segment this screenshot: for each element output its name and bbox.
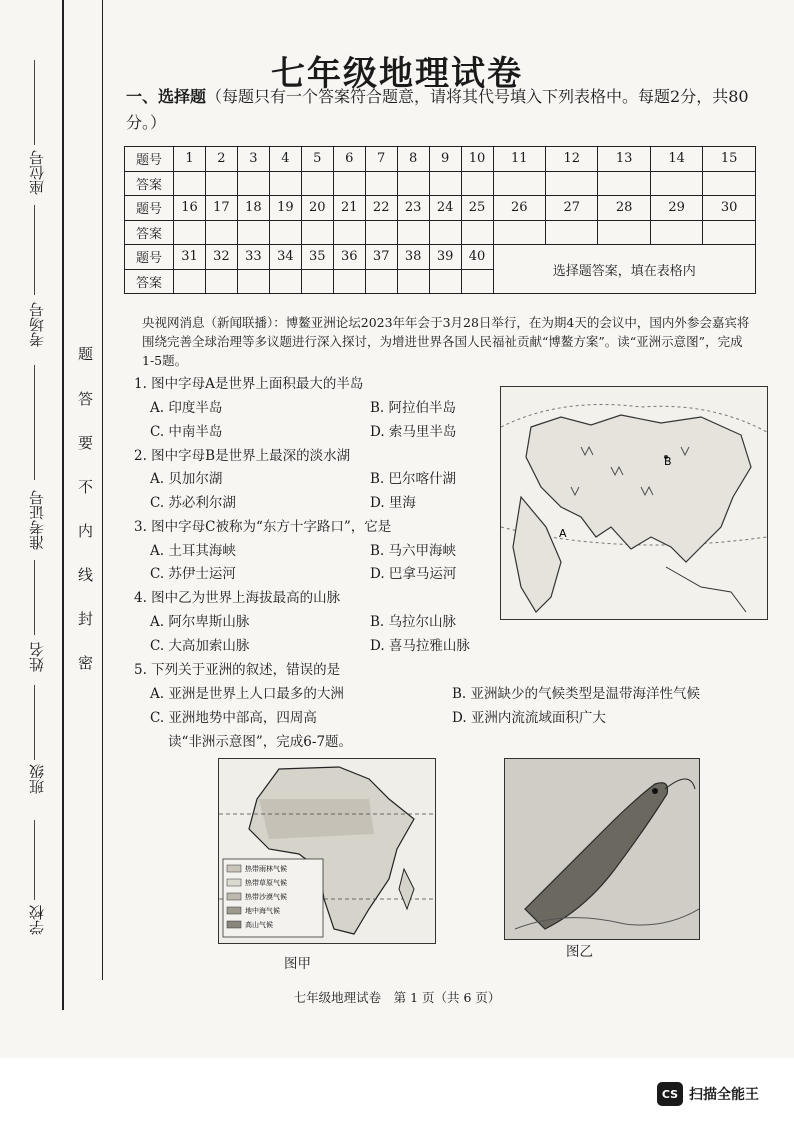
- answer-cell[interactable]: [205, 220, 237, 245]
- question-1-option-b[interactable]: B. 阿拉伯半岛: [370, 400, 457, 416]
- answer-cell[interactable]: [598, 220, 650, 245]
- answer-cell[interactable]: [365, 171, 397, 196]
- exam-title: 七年级地理试卷: [271, 54, 523, 94]
- answer-cell[interactable]: [545, 220, 597, 245]
- question-number: 8: [397, 147, 429, 172]
- seal-char-7: 封: [78, 610, 94, 628]
- question-number: 13: [598, 147, 650, 172]
- answer-cell[interactable]: [650, 171, 702, 196]
- answer-cell[interactable]: [545, 171, 597, 196]
- question-number: 27: [545, 196, 597, 221]
- question-number: 25: [461, 196, 493, 221]
- legend-item: 地中海气候: [245, 907, 280, 915]
- question-number: 4: [269, 147, 301, 172]
- question-number: 15: [703, 147, 756, 172]
- answer-cell[interactable]: [650, 220, 702, 245]
- question-2-option-a[interactable]: A. 贝加尔湖: [150, 471, 223, 487]
- question-4-option-c[interactable]: C. 大高加索山脉: [150, 638, 250, 654]
- question-3-option-b[interactable]: B. 马六甲海峡: [370, 543, 457, 559]
- answer-cell[interactable]: [301, 171, 333, 196]
- answer-cell[interactable]: [461, 171, 493, 196]
- legend-item: 高山气候: [245, 921, 273, 929]
- question-5-option-c[interactable]: C. 亚洲地势中部高，四周高: [150, 710, 317, 726]
- answer-cell[interactable]: [429, 269, 461, 294]
- question-5-option-a[interactable]: A. 亚洲是世界上人口最多的大洲: [150, 686, 344, 702]
- answer-cell[interactable]: [205, 269, 237, 294]
- row-label: 答案: [125, 269, 174, 294]
- question-number: 17: [205, 196, 237, 221]
- answer-table: [124, 146, 756, 294]
- africa-map-drawing: [219, 759, 435, 943]
- question-4-option-b[interactable]: B. 乌拉尔山脉: [370, 614, 457, 630]
- question-number: 34: [269, 245, 301, 270]
- question-number: 26: [493, 196, 545, 221]
- row-label: 题号: [125, 196, 174, 221]
- binding-line-inner: [102, 0, 103, 980]
- answer-cell[interactable]: [301, 220, 333, 245]
- question-number: 32: [205, 245, 237, 270]
- question-number: 7: [365, 147, 397, 172]
- answer-cell[interactable]: [365, 269, 397, 294]
- question-number: 21: [333, 196, 365, 221]
- seal-char-6: 线: [78, 566, 94, 584]
- row-label: 答案: [125, 220, 174, 245]
- question-number: 38: [397, 245, 429, 270]
- answer-cell[interactable]: [397, 269, 429, 294]
- legend-item: 热带雨林气候: [245, 865, 287, 873]
- answer-cell[interactable]: [174, 269, 206, 294]
- legend-item: 热带草原气候: [245, 879, 287, 887]
- answer-cell[interactable]: [429, 171, 461, 196]
- question-1-option-a[interactable]: A. 印度半岛: [150, 400, 223, 416]
- row-label: 题号: [125, 147, 174, 172]
- question-number: 39: [429, 245, 461, 270]
- answer-cell[interactable]: [365, 220, 397, 245]
- figure-yi-caption: 图乙: [566, 944, 593, 960]
- answer-note: 选择题答案，填在表格内: [493, 245, 755, 294]
- question-number: 31: [174, 245, 206, 270]
- question-number: 40: [461, 245, 493, 270]
- answer-cell[interactable]: [493, 171, 545, 196]
- question-number: 5: [301, 147, 333, 172]
- question-number: 30: [703, 196, 756, 221]
- answer-cell[interactable]: [703, 220, 756, 245]
- name-blank[interactable]: [34, 560, 35, 635]
- question-5-option-d[interactable]: D. 亚洲内流流域面积广大: [452, 710, 606, 726]
- question-number: 16: [174, 196, 206, 221]
- answer-cell[interactable]: [205, 171, 237, 196]
- africa-map: [218, 758, 436, 944]
- seal-char-4: 不: [78, 478, 94, 496]
- question-number: 20: [301, 196, 333, 221]
- question-2-option-d[interactable]: D. 里海: [370, 495, 416, 511]
- answer-cell[interactable]: [429, 220, 461, 245]
- question-number: 23: [397, 196, 429, 221]
- scanner-app-icon: CS: [657, 1082, 683, 1106]
- seal-char-1: 题: [78, 345, 94, 363]
- scanner-app-label: 扫描全能王: [689, 1087, 759, 1103]
- asia-map-label-a: A: [559, 527, 567, 540]
- answer-cell[interactable]: [174, 220, 206, 245]
- africa-reading-instruction: 读“非洲示意图”，完成6-7题。: [168, 734, 353, 750]
- ticket-number-label: 准考证号: [28, 490, 46, 550]
- section-one-instructions: [126, 84, 766, 136]
- question-number: 14: [650, 147, 702, 172]
- exam-room-label: 考场号: [28, 302, 46, 347]
- question-4-option-a[interactable]: A. 阿尔卑斯山脉: [150, 614, 250, 630]
- fish-photo-drawing: [505, 759, 699, 939]
- answer-cell[interactable]: [397, 171, 429, 196]
- binding-line-outer: [62, 0, 64, 1010]
- answer-cell[interactable]: [598, 171, 650, 196]
- seal-char-8: 密: [78, 654, 94, 672]
- table-row: [125, 147, 756, 172]
- school-blank[interactable]: [34, 820, 35, 900]
- question-3-stem: 3. 图中字母C被称为“东方十字路口”，它是: [134, 519, 392, 535]
- question-number: 37: [365, 245, 397, 270]
- seat-number-label: 座位号: [28, 150, 46, 195]
- answer-cell[interactable]: [333, 269, 365, 294]
- question-number: 29: [650, 196, 702, 221]
- school-label: 学校: [28, 905, 46, 935]
- figure-jia-caption: 图甲: [284, 956, 311, 972]
- exam-room-blank[interactable]: [34, 205, 35, 295]
- legend-item: 热带沙漠气候: [245, 893, 287, 901]
- seal-char-2: 答: [78, 390, 94, 408]
- answer-cell[interactable]: [174, 171, 206, 196]
- question-1-stem: 1. 图中字母A是世界上面积最大的半岛: [134, 376, 364, 392]
- seal-char-5: 内: [78, 522, 94, 540]
- table-row: [125, 171, 756, 196]
- section-one-instruction-text: （每题只有一个答案符合题意，请将其代号填入下列表格中。每题2分，共80分。）: [126, 87, 749, 132]
- row-label: 题号: [125, 245, 174, 270]
- question-number: 3: [237, 147, 269, 172]
- answer-cell[interactable]: [703, 171, 756, 196]
- question-4-stem: 4. 图中乙为世界上海拔最高的山脉: [134, 590, 341, 606]
- fish-photo: [504, 758, 700, 940]
- reading-passage: 央视网消息（新闻联播）：博鳌亚洲论坛2023年年会于3月28日举行，在为期4天的会议中，国内外参会嘉宾将围绕完善全球治理等多议题进行深入探讨，为增进世界各国人民福祉贡献“博鳌方案”。读“亚洲示意图”，完成1-5题。: [142, 315, 750, 368]
- question-1-option-d[interactable]: D. 索马里半岛: [370, 424, 457, 440]
- question-number: 28: [598, 196, 650, 221]
- question-4-option-d[interactable]: D. 喜马拉雅山脉: [370, 638, 470, 654]
- table-row: [125, 220, 756, 245]
- question-2-option-b[interactable]: B. 巴尔喀什湖: [370, 471, 457, 487]
- question-number: 18: [237, 196, 269, 221]
- answer-cell[interactable]: [493, 220, 545, 245]
- class-blank[interactable]: [34, 685, 35, 760]
- table-row: [125, 245, 756, 270]
- asia-map-label-b: B: [664, 455, 672, 468]
- answer-cell[interactable]: [237, 220, 269, 245]
- name-label: 姓名: [28, 642, 46, 672]
- question-number: 35: [301, 245, 333, 270]
- answer-cell[interactable]: [333, 220, 365, 245]
- question-3-option-d[interactable]: D. 巴拿马运河: [370, 566, 457, 582]
- answer-cell[interactable]: [461, 269, 493, 294]
- question-number: 9: [429, 147, 461, 172]
- question-number: 2: [205, 147, 237, 172]
- answer-cell[interactable]: [237, 171, 269, 196]
- question-number: 12: [545, 147, 597, 172]
- question-number: 6: [333, 147, 365, 172]
- question-1-option-c[interactable]: C. 中南半岛: [150, 424, 223, 440]
- question-number: 33: [237, 245, 269, 270]
- asia-map: [500, 386, 768, 620]
- question-3-option-c[interactable]: C. 苏伊士运河: [150, 566, 236, 582]
- question-number: 36: [333, 245, 365, 270]
- answer-cell[interactable]: [461, 220, 493, 245]
- answer-cell[interactable]: [269, 220, 301, 245]
- question-number: 24: [429, 196, 461, 221]
- question-2-option-c[interactable]: C. 苏必利尔湖: [150, 495, 236, 511]
- answer-cell[interactable]: [301, 269, 333, 294]
- question-number: 19: [269, 196, 301, 221]
- question-number: 10: [461, 147, 493, 172]
- answer-cell[interactable]: [333, 171, 365, 196]
- answer-cell[interactable]: [269, 269, 301, 294]
- question-2-stem: 2. 图中字母B是世界上最深的淡水湖: [134, 448, 351, 464]
- question-5-stem: 5. 下列关于亚洲的叙述，错误的是: [134, 662, 341, 678]
- question-5-option-b[interactable]: B. 亚洲缺少的气候类型是温带海洋性气候: [452, 686, 701, 702]
- answer-cell[interactable]: [397, 220, 429, 245]
- answer-cell[interactable]: [237, 269, 269, 294]
- answer-cell[interactable]: [269, 171, 301, 196]
- question-number: 1: [174, 147, 206, 172]
- seal-char-3: 要: [78, 434, 94, 452]
- question-3-option-a[interactable]: A. 土耳其海峡: [150, 543, 236, 559]
- row-label: 答案: [125, 171, 174, 196]
- asia-map-drawing: [501, 387, 767, 619]
- question-number: 11: [493, 147, 545, 172]
- page-footer: 七年级地理试卷 第 1 页（共 6 页）: [293, 990, 501, 1005]
- table-row: [125, 196, 756, 221]
- class-label: 班级: [28, 764, 46, 794]
- section-one-heading: 一、选择题: [126, 87, 207, 106]
- ticket-number-blank[interactable]: [34, 365, 35, 480]
- question-number: 22: [365, 196, 397, 221]
